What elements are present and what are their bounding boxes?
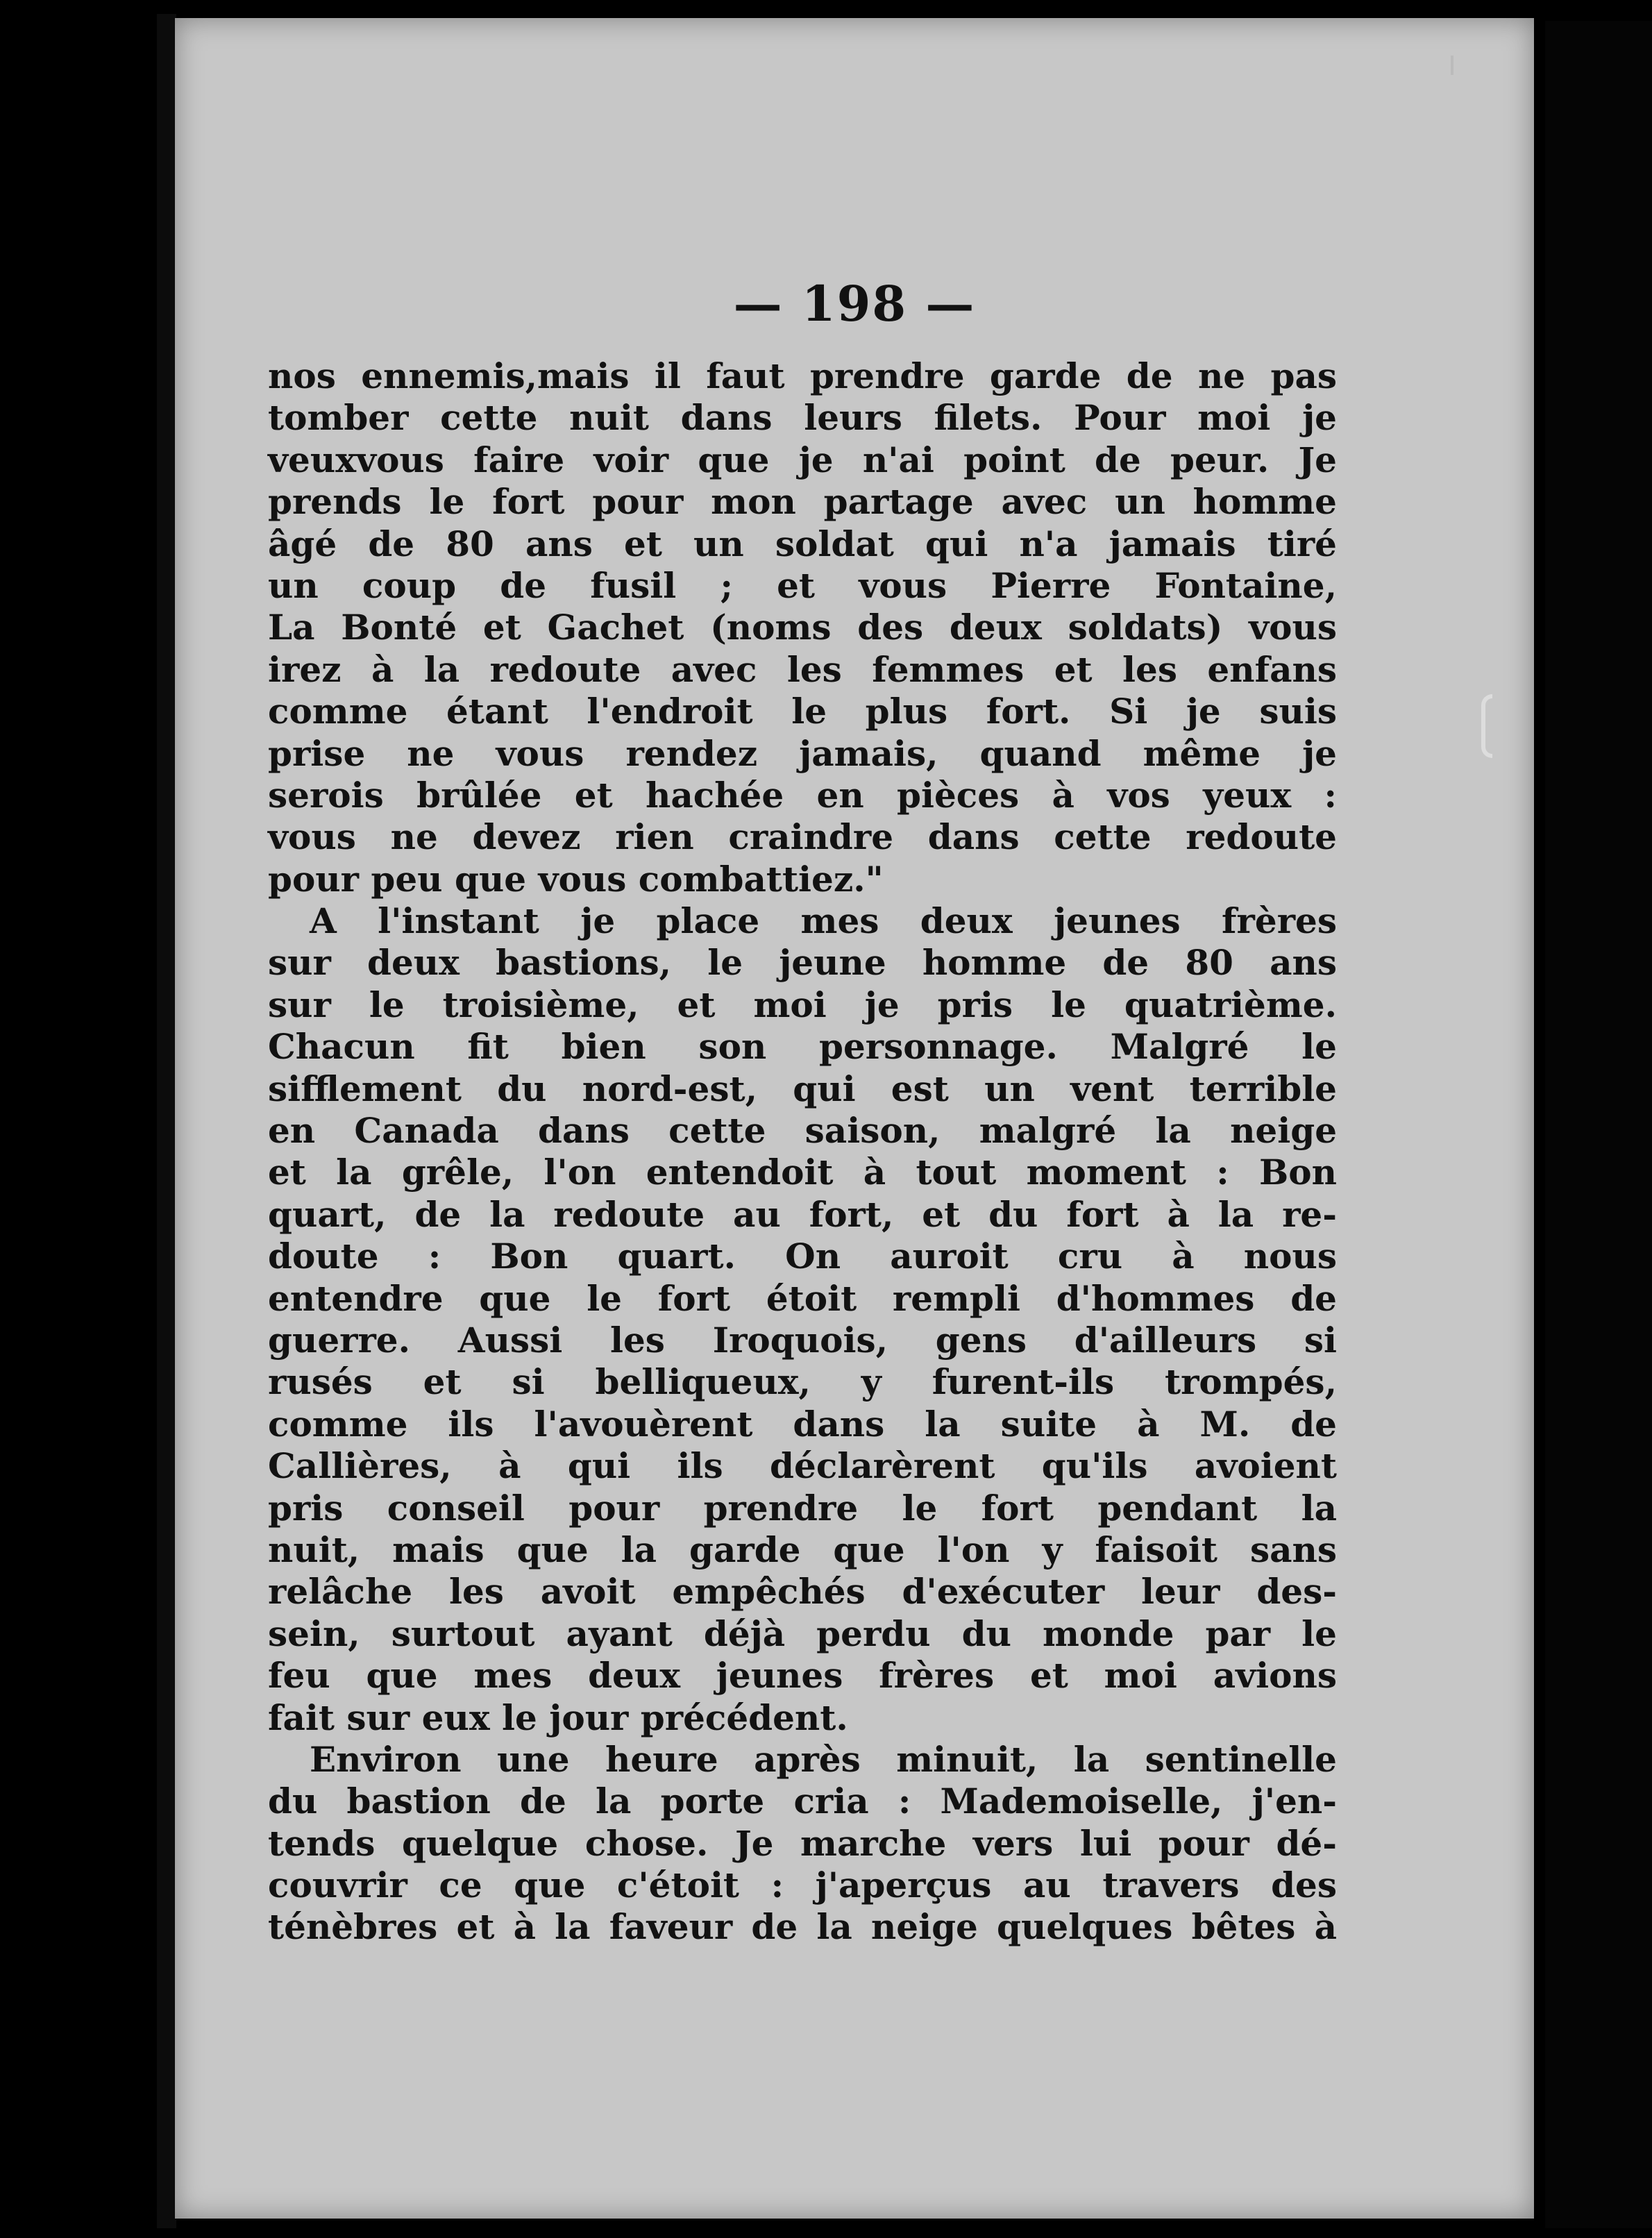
text-line: serois brûlée et hachée en pièces à vos yeux : <box>268 774 1337 816</box>
text-line: couvrir ce que c'étoit : j'aperçus au travers des <box>268 1865 1337 1906</box>
text-line: Chacun fit bien son personnage. Malgré le <box>268 1026 1337 1068</box>
text-line: feu que mes deux jeunes frères et moi avions <box>268 1655 1337 1697</box>
text-line: rusés et si belliqueux, y furent-ils trompés, <box>268 1361 1337 1403</box>
page-number: — 198 — <box>733 275 976 333</box>
text-line: sur deux bastions, le jeune homme de 80 ans <box>268 942 1337 984</box>
text-line: quart, de la redoute au fort, et du fort à la re- <box>268 1193 1337 1235</box>
text-line: vous ne devez rien craindre dans cette redoute <box>268 816 1337 858</box>
text-line: ténèbres et à la faveur de la neige quelques bêtes à <box>268 1906 1337 1948</box>
text-line: nos ennemis,mais il faut prendre garde de ne pas <box>268 355 1337 396</box>
text-line: veuxvous faire voir que je n'ai point de peur. Je <box>268 439 1337 480</box>
text-line: prends le fort pour mon partage avec un homme <box>268 481 1337 523</box>
text-line: doute : Bon quart. On auroit cru à nous <box>268 1236 1337 1277</box>
text-line: tends quelque chose. Je marche vers lui pour dé- <box>268 1822 1337 1864</box>
text-line: comme étant l'endroit le plus fort. Si je suis <box>268 691 1337 732</box>
text-line: sein, surtout ayant déjà perdu du monde par le <box>268 1613 1337 1654</box>
body-text <box>268 355 1337 1949</box>
text-line: en Canada dans cette saison, malgré la neige <box>268 1110 1337 1152</box>
text-line: âgé de 80 ans et un soldat qui n'a jamais tiré <box>268 523 1337 564</box>
text-line: tomber cette nuit dans leurs filets. Pour moi je <box>268 397 1337 439</box>
text-line: La Bonté et Gachet (noms des deux soldats) vous <box>268 607 1337 648</box>
text-line: entendre que le fort étoit rempli d'hommes de <box>268 1277 1337 1319</box>
text-line: pris conseil pour prendre le fort pendant la <box>268 1487 1337 1529</box>
text-line: sifflement du nord-est, qui est un vent terrible <box>268 1068 1337 1109</box>
text-line: fait sur eux le jour précédent. <box>268 1697 848 1738</box>
scan-speck <box>1481 694 1492 758</box>
book-gutter-shadow <box>157 14 176 2228</box>
scan-speck <box>1451 56 1453 75</box>
text-line: et la grêle, l'on entendoit à tout moment : Bon <box>268 1152 1337 1193</box>
text-line: du bastion de la porte cria : Mademoiselle, j'en- <box>268 1781 1337 1822</box>
text-line: comme ils l'avouèrent dans la suite à M. de <box>268 1403 1337 1445</box>
text-line: Callières, à qui ils déclarèrent qu'ils avoient <box>268 1445 1337 1487</box>
facing-page-edge <box>1545 21 1652 2228</box>
text-line: guerre. Aussi les Iroquois, gens d'ailleurs si <box>268 1319 1337 1361</box>
text-line: nuit, mais que la garde que l'on y faisoit sans <box>268 1529 1337 1570</box>
text-line: relâche les avoit empêchés d'exécuter leur des- <box>268 1571 1337 1613</box>
text-line: A l'instant je place mes deux jeunes frères <box>310 900 1337 942</box>
text-line: prise ne vous rendez jamais, quand même je <box>268 732 1337 774</box>
text-line: pour peu que vous combattiez." <box>268 858 884 900</box>
text-line: un coup de fusil ; et vous Pierre Fontaine, <box>268 564 1337 606</box>
text-line: irez à la redoute avec les femmes et les enfans <box>268 648 1337 690</box>
text-line: sur le troisième, et moi je pris le quatrième. <box>268 984 1337 1025</box>
text-line: Environ une heure après minuit, la sentinelle <box>310 1738 1337 1780</box>
